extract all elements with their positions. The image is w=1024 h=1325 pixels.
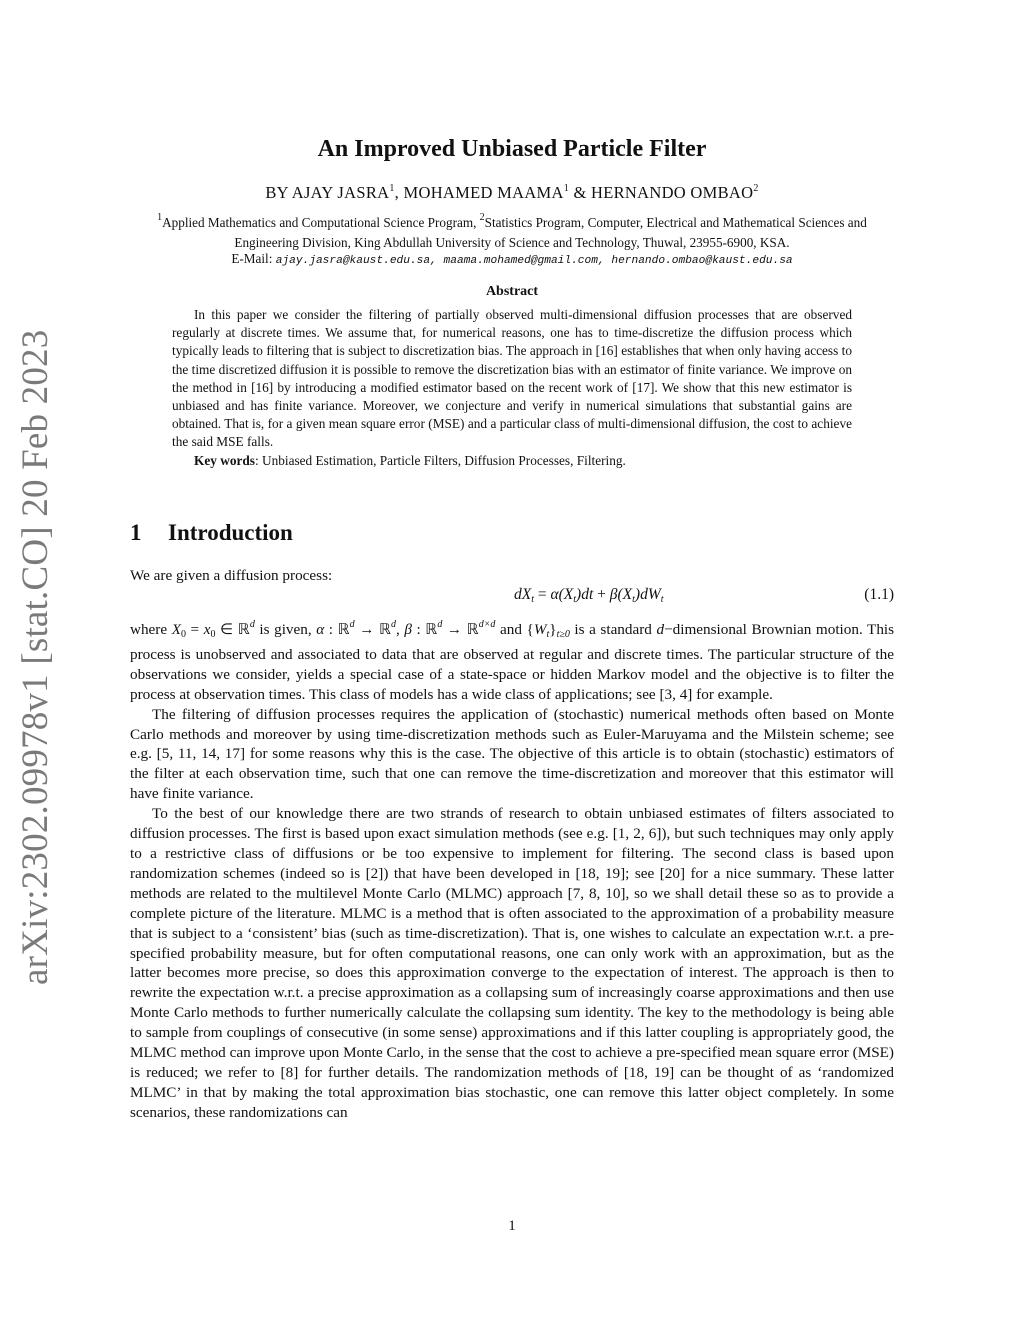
author-jasra: AJAY JASRA xyxy=(291,183,390,202)
email-label: E-Mail: xyxy=(231,251,273,266)
keywords-list: : Unbiased Estimation, Particle Filters, Diffusion Processes, Filtering. xyxy=(254,452,626,468)
author-affil-marker: 1 xyxy=(389,183,395,194)
author-affil-marker: 1 xyxy=(563,183,570,194)
section-title: Introduction xyxy=(168,520,293,545)
equation-number: (1.1) xyxy=(864,586,894,603)
keywords-line xyxy=(172,452,852,470)
affil-marker: 2 xyxy=(479,212,485,223)
abstract-block xyxy=(172,306,852,470)
abstract-text: In this paper we consider the filtering of partially observed multi-dimensional diffusion processes that are observed regularly at discrete times. We assume that, for numerical reasons, one has to time-discretize the diffusion process which typically leads to filtering that is subject to discretization bias. The approach in [16] establishes that when only having access to the time discretized diffusion it is possible to remove the discretization bias with an estimator of finite variance. We improve on the method in [16] by introducing a modified estimator based on the recent work of [17]. We show that this new estimator is unbiased and has finite variance. Moreover, we conjecture and verify in numerical simulations that substantial gains are obtained. That is, for a given mean square error (MSE) and a particular class of multi-dimensional diffusion, the cost to achieve the said MSE falls. xyxy=(172,307,852,450)
intro-paragraph-3: To the best of our knowledge there are two strands of research to obtain unbiased estimates of filters associated to diffusion processes. The first is based upon exact simulation methods (see e.g. [1, 2, 6]), but such techniques may only apply to a restrictive class of diffusions or be too expensive to implement for filtering. The second class is based upon randomization schemes (indeed so is [2]) that have been developed in [18, 19]; see [20] for a nice summary. These latter methods are related to the multilevel Monte Carlo (MLMC) approach [7, 8, 10], so we shall detail these so as to provide a complete picture of the literature. MLMC is a method that is often associated to the approximation of a probability measure that is subject to a ‘consistent’ bias (such as time-discretization). That is, one wishes to calculate an expectation w.r.t. a pre-specified probability measure, but for often computational reasons, one can only work with an approximation, but as the latter becomes more precise, so does this approximation converge to the expectation of interest. The approach is then to rewrite the expectation w.r.t. a precise approximation as a collapsing sum of increasingly coarse approximations and then use Monte Carlo methods to further numerically calculate the collapsing sum identity. The key to the methodology is being able to sample from couplings of consecutive (in some sense) approximations and if this latter coupling is appropriately good, the MLMC method can improve upon Monte Carlo, in the sense that the cost to achieve a pre-specified mean square error (MSE) is reduced; we refer to [8] for further details. The randomization methods of [18, 19] can be thought of as ‘randomized MLMC’ in that by making the total approximation bias stochastic, one can remove this latter object completely. In some scenarios, these randomizations can xyxy=(130,805,894,1121)
diffusion-equation: $dX_t = \alpha(X_t)dt + \beta(X_t)dW_t$ xyxy=(514,586,664,605)
affiliations xyxy=(130,208,894,253)
email-addresses: ajay.jasra@kaust.edu.sa, maama.mohamed@gmail.com, hernando.ombao@kaust.edu.sa xyxy=(275,255,793,267)
author-maama: MOHAMED MAAMA xyxy=(403,183,564,202)
intro-lead: We are given a diffusion process: xyxy=(130,567,333,584)
abstract-heading: Abstract xyxy=(485,284,539,299)
affiliation-1: Applied Mathematics and Computational Science Program, xyxy=(162,215,480,230)
author-line xyxy=(0,183,1024,203)
equation-1-1 xyxy=(130,586,894,606)
page-number: 1 xyxy=(508,1218,516,1234)
keywords-label: Key words xyxy=(194,452,255,468)
paper-title: An Improved Unbiased Particle Filter xyxy=(317,136,707,162)
author-ombao: HERNANDO OMBAO xyxy=(591,183,754,202)
intro-body xyxy=(130,615,894,1123)
author-separator: , xyxy=(394,183,404,202)
by-label: BY xyxy=(265,183,289,202)
section-heading xyxy=(130,520,293,546)
section-number: 1 xyxy=(130,520,142,545)
email-line xyxy=(130,249,894,271)
intro-paragraph-1: where $X_0 = x_0$ ∈ ℝ$^d$ is given, α : ℝ$^d$ → ℝ$^d$, β : ℝ$^d$ → ℝ$^{d\times d}$ and $\{W_t\}_{t\ge 0}$ is a standard d−dimensional Brownian motion. This process is unobserved and associated to data that are observed at regular and discrete times. The particular structure of the observations we consider, yields a special case of a state-space or hidden Markov model and the objective is to filter the process at observation times. This class of models has a wide class of applications; see [3, 4] for example. xyxy=(130,619,895,703)
arxiv-identifier-stamp: arXiv:2302.09978v1 [stat.CO] 20 Feb 2023 xyxy=(15,329,56,985)
affiliation-2: Statistics Program, Computer, Electrical and Mathematical Sciences and Engineering Division, King Abdullah University of Science and Technology, Thuwal, 23955-6900, KSA. xyxy=(234,215,867,250)
author-affil-marker: 2 xyxy=(753,183,759,194)
author-separator: & xyxy=(569,183,592,202)
affil-marker: 1 xyxy=(157,212,163,223)
intro-paragraph-2: The filtering of diffusion processes requires the application of (stochastic) numerical methods often based on Monte Carlo methods and moreover by using time-discretization methods such as Euler-Maruyama and the Milstein scheme; see e.g. [5, 11, 14, 17] for some reasons why this is the case. The objective of this article is to obtain (stochastic) estimators of the filter at each observation time, such that one can remove the time-discretization and moreover that this estimator will have finite variance. xyxy=(130,705,894,803)
